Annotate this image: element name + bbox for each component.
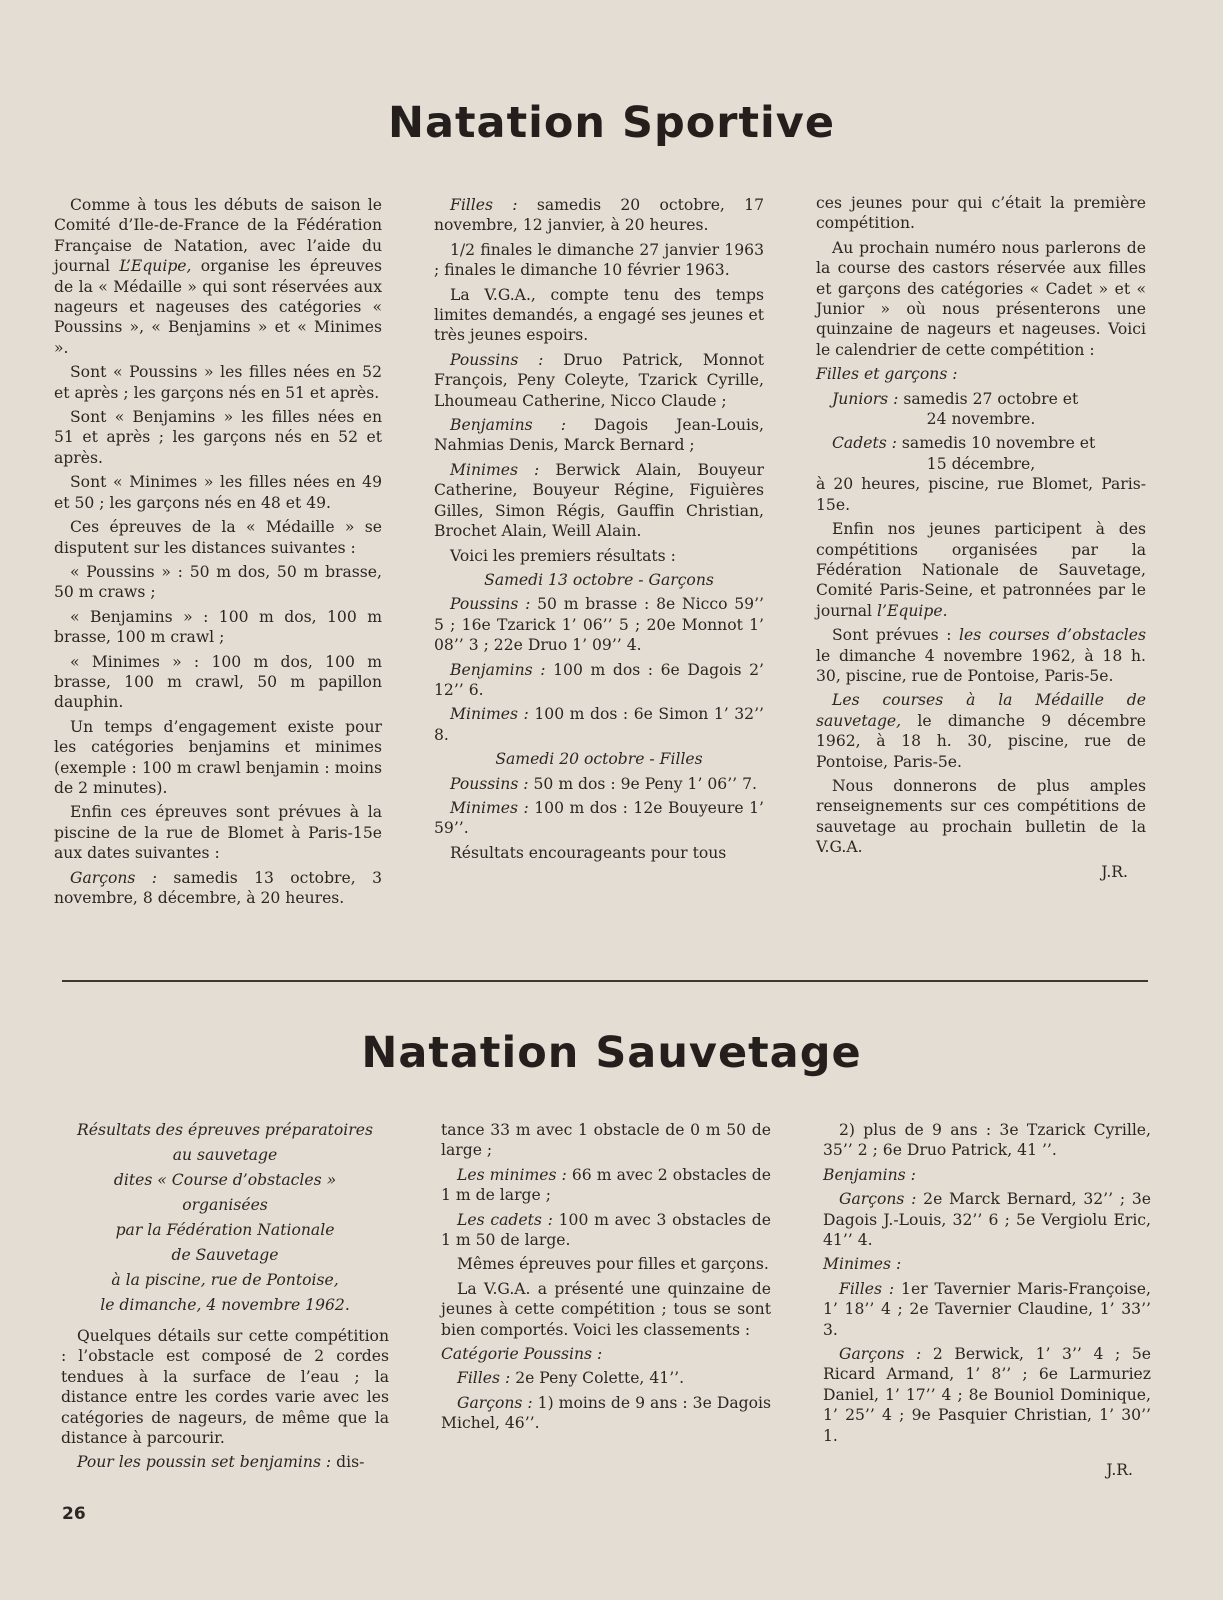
paragraph: Garçons : 2 Berwick, 1’ 3’’ 4 ; 5e Ricard Armand, 1’ 8’’ ; 6e Larmuriez Daniel, 1’ 17’’ 4 ; 8e Bouniol Dominique, 1’ 25’’ 4 ; 9e Pasquier Christian, 1’ 30’’ 1.: [823, 1345, 1151, 1445]
sauvetage-column-2: [441, 1120, 771, 1438]
paragraph: Quelques détails sur cette compétition : l’obstacle est composé de 2 cordes tendues à la surface de l’eau ; la distance entre les cordes varie avec les catégories de nageurs, de même que la distance à parcourir.: [61, 1327, 389, 1448]
category-heading: Minimes :: [823, 1255, 902, 1274]
paragraph: 15 décembre,: [926, 454, 1036, 473]
paragraph: Cadets : samedis 10 novembre et: [832, 434, 1096, 453]
paragraph: Sont « Minimes » les filles nées en 49 et 50 ; les garçons nés en 48 et 49.: [54, 473, 382, 512]
paragraph: Enfin nos jeunes participent à des compétitions organisées par la Fédération Nationale de Sauvetage, Comité Paris-Seine, et patronnées par le journal l’Equipe.: [816, 520, 1146, 620]
paragraph: Sont « Benjamins » les filles nées en 51 et après ; les garçons nés en 52 et après.: [54, 408, 382, 467]
paragraph: Minimes : 100 m dos : 12e Bouyeure 1’ 59’’.: [434, 798, 764, 838]
results-heading: Samedi 13 octobre - Garçons: [484, 570, 714, 589]
section-divider: [62, 980, 1148, 982]
paragraph: Enfin ces épreuves sont prévues à la piscine de la rue de Blomet à Paris-15e aux dates suivantes :: [54, 803, 382, 863]
paragraph: Minimes : Berwick Alain, Bouyeur Catherine, Bouyeur Régine, Figuières Gilles, Simon Régis, Gauffin Christian, Brochet Alain, Weill Alain.: [434, 460, 764, 541]
page-number: 26: [62, 1504, 86, 1524]
paragraph: Sont prévues : les courses d’obstacles le dimanche 4 novembre 1962, à 18 h. 30, piscine, rue de Pontoise, Paris-5e.: [816, 626, 1146, 685]
paragraph: Sont « Poussins » les filles nées en 52 et après ; les garçons nés en 51 et après.: [54, 363, 382, 402]
calendar-heading: Filles et garçons :: [816, 365, 958, 384]
category-heading: Benjamins :: [823, 1165, 916, 1184]
paragraph: Les cadets : 100 m avec 3 obstacles de 1 m 50 de large.: [441, 1210, 771, 1250]
paragraph: à 20 heures, piscine, rue Blomet, Paris-15e.: [816, 475, 1146, 514]
paragraph: Garçons : 2e Marck Bernard, 32’’ ; 3e Dagois J.-Louis, 32’’ 6 ; 5e Vergiolu Eric, 41’’ 4.: [823, 1190, 1151, 1250]
sportive-column-1: [54, 195, 382, 912]
paragraph: Filles : 2e Peny Colette, 41’’.: [457, 1369, 685, 1388]
signature: J.R.: [1106, 1461, 1133, 1480]
paragraph: Minimes : 100 m dos : 6e Simon 1’ 32’’ 8.: [434, 705, 765, 744]
paragraph: « Poussins » : 50 m dos, 50 m brasse, 50 m craws ;: [54, 562, 382, 602]
paragraph: 24 novembre.: [926, 410, 1036, 429]
paragraph: « Minimes » : 100 m dos, 100 m brasse, 100 m crawl, 50 m papillon dauphin.: [54, 652, 382, 712]
article-title-sportive: Natation Sportive: [388, 98, 835, 148]
category-heading: Catégorie Poussins :: [441, 1345, 603, 1364]
paragraph: Juniors : samedis 27 octobre et: [832, 389, 1079, 408]
paragraph: 2) plus de 9 ans : 3e Tzarick Cyrille, 35’’ 2 ; 6e Druo Patrick, 41 ’’.: [823, 1121, 1151, 1160]
paragraph: Résultats encourageants pour tous: [450, 843, 727, 862]
sportive-column-2: [434, 195, 764, 867]
sauvetage-column-1: [61, 1118, 389, 1477]
paragraph: La V.G.A., compte tenu des temps limites demandés, a engagé ses jeunes et très jeunes espoirs.: [434, 285, 764, 345]
sportive-column-3: [816, 193, 1146, 886]
paragraph: Voici les premiers résultats :: [450, 546, 676, 565]
paragraph: Au prochain numéro nous parlerons de la course des castors réservée aux filles et garçons des catégories « Cadet » et « Junior » où nous présenterons une quinzaine de nageurs et nageuses. Voici le calendrier de cette compétition :: [816, 238, 1146, 359]
paragraph: Filles : samedis 20 octobre, 17 novembre, 12 janvier, à 20 heures.: [434, 196, 764, 235]
paragraph: « Benjamins » : 100 m dos, 100 m brasse, 100 m crawl ;: [54, 607, 382, 647]
sauvetage-column-3: [823, 1120, 1151, 1485]
paragraph: La V.G.A. a présenté une quinzaine de jeunes à cette compétition ; tous se sont bien comportés. Voici les classements :: [441, 1279, 771, 1339]
paragraph: Les minimes : 66 m avec 2 obstacles de 1 m de large ;: [441, 1165, 771, 1205]
paragraph: Garçons : samedis 13 octobre, 3 novembre, 8 décembre, à 20 heures.: [54, 868, 382, 907]
paragraph: tance 33 m avec 1 obstacle de 0 m 50 de large ;: [441, 1121, 771, 1160]
paragraph: Un temps d’engagement existe pour les catégories benjamins et minimes (exemple : 100 m crawl benjamin : moins de 2 minutes).: [54, 717, 382, 797]
paragraph: Poussins : Druo Patrick, Monnot François, Peny Coleyte, Tzarick Cyrille, Lhoumeau Catherine, Nicco Claude ;: [434, 350, 764, 410]
paragraph: Les courses à la Médaille de sauvetage, le dimanche 9 décembre 1962, à 18 h. 30, piscine, rue de Pontoise, Paris-5e.: [816, 691, 1146, 771]
paragraph: 1/2 finales le dimanche 27 janvier 1963 ; finales le dimanche 10 février 1963.: [434, 240, 764, 280]
signature: J.R.: [1101, 862, 1128, 881]
paragraph: Ces épreuves de la « Médaille » se disputent sur les distances suivantes :: [54, 518, 382, 557]
paragraph: Benjamins : 100 m dos : 6e Dagois 2’ 12’’ 6.: [434, 660, 764, 699]
paragraph: Mêmes épreuves pour filles et garçons.: [457, 1255, 769, 1274]
article-title-sauvetage: Natation Sauvetage: [361, 1028, 862, 1078]
paragraph: Garçons : 1) moins de 9 ans : 3e Dagois Michel, 46’’.: [441, 1393, 771, 1433]
paragraph: Poussins : 50 m brasse : 8e Nicco 59’’ 5 ; 16e Tzarick 1’ 06’’ 5 ; 20e Monnot 1’ 08’’ 3 ; 22e Druo 1’ 09’’ 4.: [434, 595, 764, 655]
paragraph: Poussins : 50 m dos : 9e Peny 1’ 06’’ 7.: [450, 774, 757, 793]
paragraph: Filles : 1er Tavernier Maris-Françoise, 1’ 18’’ 4 ; 2e Tavernier Claudine, 1’ 33’’ 3.: [823, 1279, 1151, 1339]
paragraph: Pour les poussin set benjamins : dis-: [77, 1453, 365, 1472]
paragraph: Nous donnerons de plus amples renseignements sur ces compétitions de sauvetage au prochain bulletin de la V.G.A.: [816, 776, 1146, 857]
paragraph: Benjamins : Dagois Jean-Louis, Nahmias Denis, Marck Bernard ;: [434, 416, 764, 455]
results-heading: Samedi 20 octobre - Filles: [495, 750, 703, 769]
paragraph: ces jeunes pour qui c’était la première compétition.: [816, 194, 1146, 233]
intro-block: Résultats des épreuves préparatoires au sauvetage dites « Course d’obstacles » organisées par la Fédération Nationale de Sauvetage à la piscine, rue de Pontoise, le dimanche, 4 novembre 1962.: [77, 1121, 373, 1314]
paragraph: Comme à tous les débuts de saison le Comité d’Ile-de-France de la Fédération Française de Natation, avec l’aide du journal L’Equipe, organise les épreuves de la « Médaille » qui sont réservées aux nageurs et nageuses des catégories « Poussins », « Benjamins » et « Minimes ».: [54, 196, 382, 357]
